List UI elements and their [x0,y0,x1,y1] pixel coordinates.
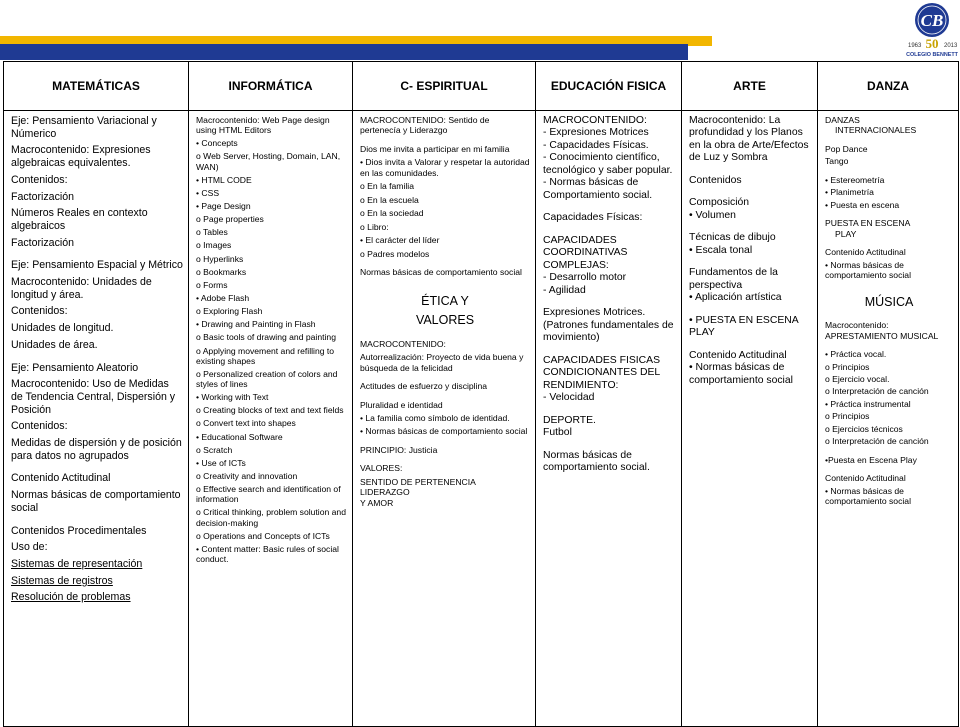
list-item: Resolución de problemas [11,591,131,604]
list-item: Capacidades Físicas: [543,212,643,224]
list-item: Futbol [543,427,572,439]
list-item: - Capacidades Físicas. [543,139,649,151]
list-item: Medidas de dispersión y de posición para datos no agrupados [11,437,182,462]
list-item: o Creating blocks of text and text fields [196,405,344,416]
list-item: - Expresiones Motrices [543,127,649,139]
logo-caption: COLEGIO BENNETT [906,52,958,58]
list-item: • Práctica vocal. [825,349,887,360]
etica-title-1: ÉTICA Y [421,293,469,308]
list-item: o Exploring Flash [196,306,263,317]
list-item: o Creativity and innovation [196,470,298,481]
list-item: Eje: Pensamiento Aleatorio [11,361,139,374]
list-item: • Aplicación artística [689,292,782,304]
list-item: Macrocontenido: Expresiones algebraicas equivalentes. [11,144,151,170]
list-item: Contenidos: [11,305,68,318]
list-item: • Normas básicas de comportamiento social [360,426,528,437]
list-item: MACROCONTENIDO: Sentido de pertenecía y Liderazgo [360,115,490,136]
list-item: PRINCIPIO: Justicia [360,444,438,455]
logo-year-right: 2013 [944,43,958,49]
list-item: o Operations and Concepts of ICTs [196,530,330,541]
list-item: Sistemas de representación [11,557,143,570]
list-item: DANZAS [825,115,860,125]
list-item: Y AMOR [360,497,394,508]
list-item: Contenidos [689,174,742,186]
list-item: • Práctica instrumental [825,398,911,409]
logo-initials: CB [920,11,944,30]
list-item: • PUESTA EN ESCENA PLAY [689,314,799,339]
list-item: Composición [689,197,750,209]
list-item: - Desarrollo motor [543,272,627,284]
list-item: CAPACIDADES FISICAS CONDICIONANTES DEL RENDIMIENTO: [543,354,661,391]
list-item: o Interpretación de canción [825,436,929,447]
list-item: - Agilidad [543,284,586,296]
list-item: Contenido Actitudinal [825,473,906,484]
list-item: Autorrealización: Proyecto de vida buena y búsqueda de la felicidad [360,352,524,373]
list-item: o Applying movement and refilling to existing shapes [196,345,335,366]
header-blue-bar [0,44,688,60]
list-item: • Normas básicas de comportamiento social [689,362,793,386]
matematicas-cell [4,111,189,727]
list-item: o Forms [196,279,228,290]
list-item: • Normas básicas de comportamiento social [825,485,911,507]
danza-cell [818,111,959,727]
list-item: • Escala tonal [689,244,753,256]
list-item: VALORES: [360,463,403,474]
table-content-row [4,111,959,727]
logo-number: 50 [925,36,939,51]
list-item: Macrocontenido: APRESTAMIENTO MUSICAL [825,320,939,341]
list-item: Factorización [11,190,74,203]
list-item: MACROCONTENIDO: [543,115,647,126]
list-item: • Page Design [196,200,251,211]
list-item: o Interpretación de canción [825,386,929,397]
list-item: Uso de: [11,541,48,554]
list-item: • Use of ICTs [196,457,246,468]
list-item: - Velocidad [543,392,595,404]
list-item: Unidades de área. [11,338,98,351]
list-item: o Effective search and identification of information [196,484,341,505]
col-header-arte: ARTE [682,62,818,111]
list-item: • Drawing and Painting in Flash [196,319,316,330]
list-item: •Puesta en Escena Play [825,454,917,465]
list-item: Contenidos: [11,420,68,433]
list-item: • Educational Software [196,431,283,442]
list-item: • El carácter del líder [360,235,440,246]
list-item: PLAY [835,228,857,239]
list-item: o Ejercicios técnicos [825,423,903,434]
list-item: CAPACIDADES COORDINATIVAS COMPLEJAS: [543,234,628,271]
list-item: Macrocontenido: Uso de Medidas de Tendencia Central, Dispersión y Posición [11,378,176,416]
col-header-informatica: INFORMÁTICA [189,62,353,111]
arte-cell [682,111,818,727]
logo-year-left: 1963 [908,43,922,49]
list-item: SENTIDO DE PERTENENCIA [360,476,476,487]
etica-title-2: VALORES [415,313,475,328]
informatica-cell [189,111,353,727]
list-item: o Personalized creation of colors and styles of lines [196,368,338,389]
educacion-fisica-cell [536,111,682,727]
list-item: Unidades de longitud. [11,322,114,335]
list-item: o Critical thinking, problem solution and decision-making [196,507,346,528]
list-item: o Scratch [196,444,233,455]
list-item: o Page properties [196,214,264,225]
col-header-danza: DANZA [818,62,959,111]
list-item: • HTML CODE [196,174,252,185]
list-item: o Principios [825,361,870,372]
list-item: o Tables [196,227,228,238]
list-item: INTERNACIONALES [835,125,917,136]
list-item: Eje: Pensamiento Espacial y Métrico [11,259,183,272]
list-item: • Dios invita a Valorar y respetar la autoridad en las comunidades. [360,157,530,178]
list-item: o Web Server, Hosting, Domain, LAN, WAN) [196,151,341,172]
list-item: • Adobe Flash [196,292,250,303]
list-item: - Conocimiento científico, tecnológico y saber popular. [543,152,673,176]
list-item: o Bookmarks [196,266,247,277]
list-item: Normas básicas de comportamiento social. [543,449,650,474]
list-item: Sistemas de registros [11,574,113,587]
list-item: o En la sociedad [360,208,424,219]
list-item: • Volumen [689,209,736,221]
col-header-educacion-fisica: EDUCACIÓN FISICA [536,62,682,111]
list-item: Contenido Actitudinal [11,472,111,485]
list-item: Contenido Actitudinal [825,247,906,258]
list-item: Contenido Actitudinal [689,349,787,361]
list-item: Expresiones Motrices.(Patrones fundamentales de movimiento) [543,307,674,344]
list-item: MACROCONTENIDO: [360,338,446,349]
list-item: o En la familia [360,181,414,192]
list-item: Macrocontenido: La profundidad y los Planos en la obra de Arte/Efectos de Luz y Sombra [689,115,809,164]
list-item: o Libro: [360,221,389,232]
list-item: • Puesta en escena [825,199,900,210]
list-item: o Basic tools of drawing and painting [196,332,336,343]
list-item: Dios me invita a participar en mi familia [360,143,510,154]
list-item: Macrocontenido: Unidades de longitud y área. [11,276,152,301]
list-item: • Content matter: Basic rules of social conduct. [196,543,339,564]
list-item: LIDERAZGO [360,487,410,498]
list-item: Tango [825,156,849,167]
school-logo [892,0,960,62]
musica-heading: MÚSICA [864,294,914,309]
list-item: PUESTA EN ESCENA [825,218,911,229]
list-item: o Images [196,240,232,251]
list-item: Normas básicas de comportamiento social [360,267,522,278]
list-item: o Ejercicio vocal. [825,374,890,384]
list-item: Técnicas de dibujo [689,232,776,244]
list-item: o Convert text into shapes [196,418,296,429]
list-item: Fundamentos de la perspectiva [689,267,778,291]
list-item: Factorización [11,236,74,249]
list-item: Actitudes de esfuerzo y disciplina [360,381,488,392]
etica-heading [360,292,530,331]
espiritual-cell [353,111,536,727]
table-header-row [4,62,959,111]
list-item: Comportamiento social. [543,189,653,201]
list-item: Contenidos Procedimentales [11,524,147,537]
list-item: • Normas básicas de comportamiento social [825,259,911,281]
list-item: Contenidos: [11,173,68,186]
curriculum-table [3,61,959,727]
list-item: DEPORTE. [543,414,596,426]
list-item: Eje: Pensamiento Variacional y Númerico [11,115,157,140]
list-item: o Hyperlinks [196,253,244,264]
list-item: - Normas básicas de [543,177,639,189]
list-item: o En la escuela [360,194,419,205]
list-item: Normas básicas de comportamiento social [11,489,181,514]
list-item: • La familia como símbolo de identidad. [360,412,510,423]
list-item: Pop Dance [825,143,868,154]
list-item: • Estereometría [825,174,885,185]
list-item: o Principios [825,411,870,422]
col-header-espiritual: C- ESPIRITUAL [353,62,536,111]
col-header-matematicas: MATEMÁTICAS [4,62,189,111]
list-item: Números Reales en contexto algebraicos [11,207,148,232]
list-item: Pluralidad e identidad [360,399,443,410]
list-item: • CSS [196,187,220,198]
list-item: Macrocontenido: Web Page design using HTML Editors [196,115,330,136]
list-item: • Working with Text [196,392,269,403]
list-item: • Concepts [196,138,238,149]
list-item: • Planimetría [825,187,874,198]
list-item: o Padres modelos [360,248,430,259]
